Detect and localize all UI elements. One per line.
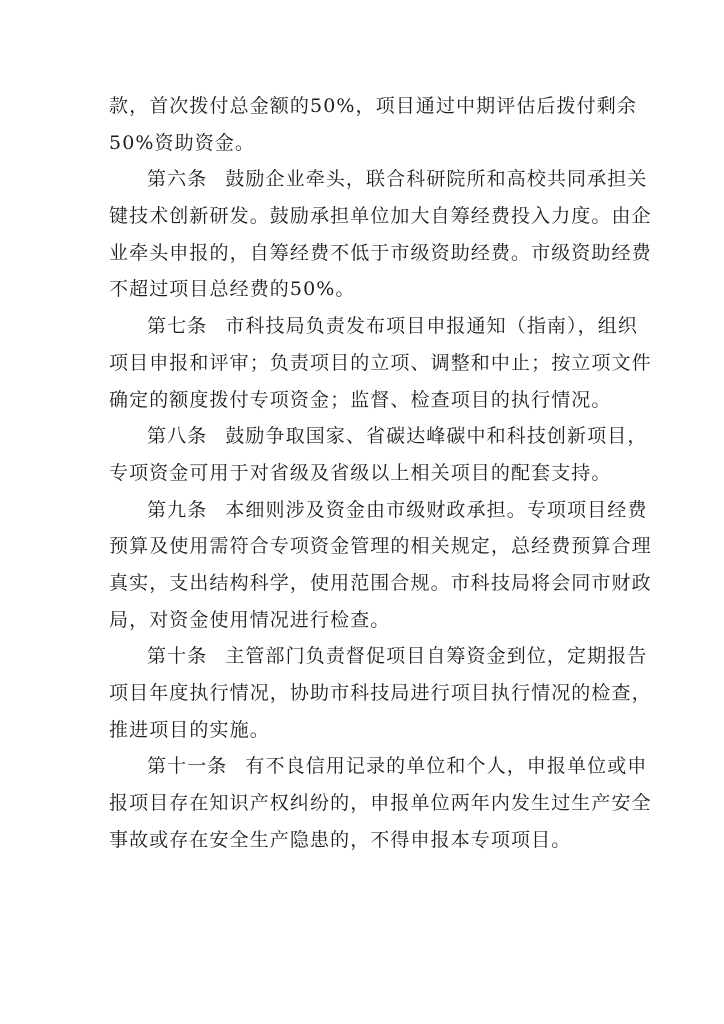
text-line [109, 382, 619, 419]
text-line [109, 235, 652, 272]
text-line [109, 712, 619, 749]
article-number: 第六条 [147, 168, 208, 191]
line-text: 业牵头申报的，自筹经费不低于市级资助经费。市级资助经费 [109, 241, 652, 264]
article-number: 第九条 [147, 498, 208, 521]
text-line [109, 271, 619, 308]
line-text: 本细则涉及资金由市级财政承担。专项项目经费 [225, 498, 648, 521]
article-first-line [109, 161, 648, 198]
article-number: 第七条 [147, 315, 208, 338]
text-line [109, 345, 652, 382]
line-text: 鼓励争取国家、省碳达峰碳中和科技创新项目， [225, 425, 648, 448]
text-line [109, 822, 619, 859]
text-line [109, 675, 652, 712]
line-text: 键技术创新研发。鼓励承担单位加大自筹经费投入力度。由企 [109, 205, 652, 228]
line-text: 局，对资金使用情况进行检查。 [109, 608, 391, 631]
line-text: 真实，支出结构科学，使用范围合规。市科技局将会同市财政 [109, 571, 652, 594]
line-text: 事故或存在安全生产隐患的，不得申报本专项项目。 [109, 828, 572, 851]
line-text: 确定的额度拨付专项资金；监督、检查项目的执行情况。 [109, 388, 612, 411]
line-text: 50%资助资金。 [109, 131, 256, 154]
text-line [109, 785, 652, 822]
line-text: 报项目存在知识产权纠纷的，申报单位两年内发生过生产安全 [109, 792, 652, 815]
text-line [109, 88, 637, 125]
article-number: 第十条 [147, 645, 208, 668]
line-text: 项目申报和评审；负责项目的立项、调整和中止；按立项文件 [109, 351, 652, 374]
line-text: 有不良信用记录的单位和个人，申报单位或申 [245, 755, 648, 778]
text-line [109, 528, 652, 565]
text-line [109, 455, 619, 492]
article-first-line [109, 638, 648, 675]
text-line [109, 198, 652, 235]
article-number: 第十一条 [147, 755, 228, 778]
text-line [109, 565, 652, 602]
document-body [109, 88, 652, 858]
text-line [109, 125, 619, 162]
line-text: 专项资金可用于对省级及省级以上相关项目的配套支持。 [109, 461, 612, 484]
article-first-line [109, 308, 638, 345]
article-first-line [109, 748, 648, 785]
article-first-line [109, 492, 648, 529]
line-text: 市科技局负责发布项目申报通知（指南），组织 [225, 315, 638, 338]
article-first-line [109, 418, 648, 455]
article-number: 第八条 [147, 425, 208, 448]
line-text: 款，首次拨付总金额的50%，项目通过中期评估后拨付剩余 [109, 95, 637, 117]
text-line [109, 602, 619, 639]
line-text: 预算及使用需符合专项资金管理的相关规定，总经费预算合理 [109, 535, 652, 558]
line-text: 主管部门负责督促项目自筹资金到位，定期报告 [225, 645, 648, 668]
line-text: 不超过项目总经费的50%。 [109, 278, 356, 301]
line-text: 项目年度执行情况，协助市科技局进行项目执行情况的检查， [109, 682, 652, 704]
line-text: 鼓励企业牵头，联合科研院所和高校共同承担关 [225, 168, 648, 191]
line-text: 推进项目的实施。 [109, 718, 270, 741]
